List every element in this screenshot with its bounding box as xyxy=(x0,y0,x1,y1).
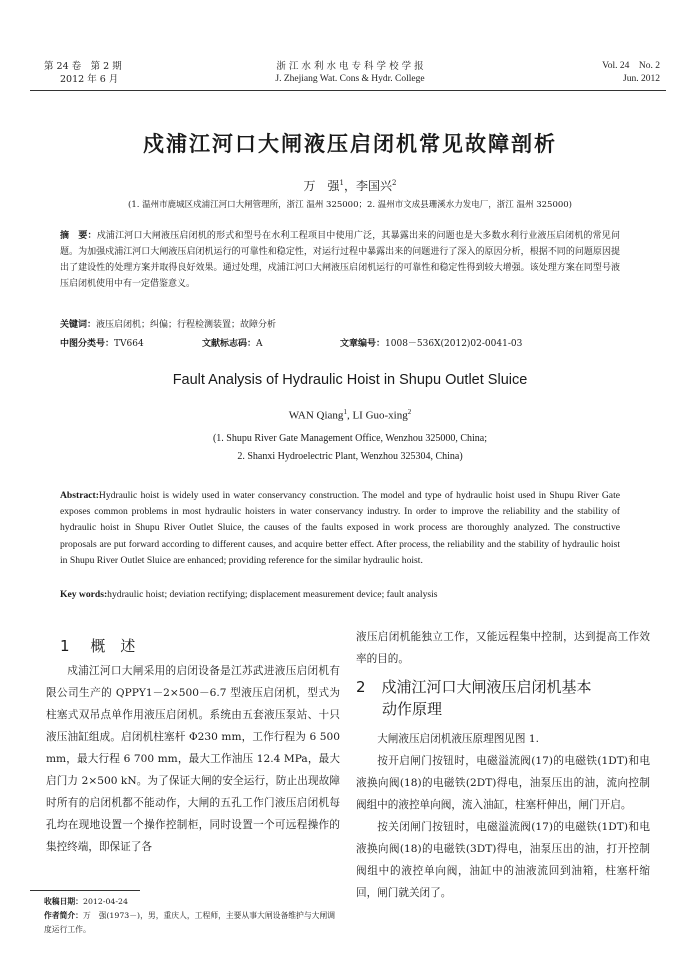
section2-heading xyxy=(356,676,656,720)
received-label: 收稿日期： xyxy=(44,897,83,906)
keywords-cn-text: 液压启闭机；纠偏；行程检测装置；故障分析 xyxy=(96,320,277,330)
doc-value: A xyxy=(256,339,263,349)
header-left-line2: 2012 年 6 月 xyxy=(60,74,119,85)
author-names-cn: 万 强 xyxy=(303,179,340,193)
author-en-sup-1: 1 xyxy=(343,408,347,416)
abstract-en-label: Abstract: xyxy=(60,490,99,501)
section1-title: 概 述 xyxy=(90,637,136,655)
keywords-en xyxy=(60,589,438,600)
abstract-cn-text: 戍浦江河口大闸液压启闭机的形式和型号在水利工程项目中使用广泛，其暴露出来的问题也是大多数水利行业液压启闭机的常见问题。为加强戍浦江河口大闸液压启闭机运行的可靠性和稳定性，对运行过程中暴露出来的问题进行了深入的原因分析，根据不同的问题原因提出了建设性的处理方案并取得良好效果。通过处理，戍浦江河口大闸液压启闭机运行的可靠性和稳定性得到较大增强。该处理方案在同型号液压启闭机使用中有一定借鉴意义。 xyxy=(60,231,620,289)
journal-name xyxy=(200,60,500,86)
section1-paragraph: 戍浦江河口大闸采用的启闭设备是江苏武进液压启闭机有限公司生产的 QPPY1－2×500－6.7 型液压启闭机，型式为柱塞式双吊点单作用液压启闭机。系统由五套液压泵站、十只液压油缸组成。启闭机柱塞杆 Φ230 mm，工作行程为 6 500 mm，最大行程 6 700 mm，最大工作油压 12.4 MPa，最大启门力 2×500 kN。为了保证大闸的安全运行，防止出现故障时所有的启闭机都不能动作，大闸的五孔工作门液压启闭机每孔均在现地设置一个操作控制柜，同时设置一个可远程操作的集控终端，即保证了各 xyxy=(46,665,340,853)
author-bio xyxy=(30,909,340,937)
section2-paragraph1: 大闸液压启闭机液压原理图见图 1. xyxy=(377,733,539,745)
doc-code xyxy=(202,336,263,349)
section2-heading-line1 xyxy=(356,676,656,698)
clc-value: TV664 xyxy=(114,339,144,349)
author-names-en: WAN Qiang xyxy=(288,409,344,422)
journal-volume-cn xyxy=(44,60,122,86)
received-value: 2012-04-24 xyxy=(82,897,128,906)
section1-heading xyxy=(60,635,135,656)
paper-title-cn: 戍浦江河口大闸液压启闭机常见故障剖析 xyxy=(143,132,557,156)
abstract-en xyxy=(60,488,620,569)
author-sep-cn: ，李国兴 xyxy=(344,179,393,193)
keywords-en-label: Key words: xyxy=(60,589,108,600)
header-right-line2: Jun. 2012 xyxy=(623,74,660,84)
section2-body xyxy=(356,728,650,904)
abstract-cn-label: 摘 要： xyxy=(60,231,97,241)
section1-body xyxy=(46,660,340,858)
header-center-line2: J. Zhejiang Wat. Cons & Hydr. College xyxy=(275,74,425,84)
keywords-cn xyxy=(60,317,276,330)
affiliation-en-2: 2. Shanxi Hydroelectric Plant, Wenzhou 325304, China) xyxy=(237,451,463,462)
authors-en xyxy=(0,408,700,422)
received-date xyxy=(30,895,340,909)
journal-volume-en xyxy=(520,60,660,86)
right-col-continuation xyxy=(356,626,650,670)
section1-number: 1 xyxy=(60,637,70,655)
footnote xyxy=(30,895,340,937)
header-center-line1: 浙 江 水 利 水 电 专 科 学 校 学 报 xyxy=(276,61,424,72)
section2-title-line1: 戍浦江河口大闸液压启闭机基本 xyxy=(381,678,592,696)
article-id-value: 1008－536X(2012)02-0041-03 xyxy=(385,339,523,349)
author-en-sup-2: 2 xyxy=(407,408,412,416)
article-id-label: 文章编号： xyxy=(340,339,386,349)
paper-title-en: Fault Analysis of Hydraulic Hoist in Shupu Outlet Sluice xyxy=(172,372,528,388)
author-bio-text: 万 强(1973－)，男，重庆人，工程师，主要从事大闸设备维护与大闸调度运行工作。 xyxy=(44,911,336,934)
author-sep-en: , LI Guo-xing xyxy=(346,409,408,422)
author-sup-2: 2 xyxy=(392,179,397,187)
abstract-en-text: Hydraulic hoist is widely used in water conservancy construction. The model and type of hydraulic hoist used in Shupu River Gate exposes common problems in most hydraulic hoisters in water conservancy industry. In order to improve the reliability and the stability of hydraulic hoist in Shupu River Outlet Sluice, the causes of the faults exposed in work process are thoroughly analyzed. The constructive proposals are put forward according to different causes, and acquire better effect. After process, the reliability and the stability of hydraulic hoist in Shupu River Outlet Sluice are enhanced; providing reference for the similar hydraulic hoist. xyxy=(60,490,620,566)
keywords-cn-label: 关键词： xyxy=(60,320,97,330)
section2-paragraph2: 按开启闸门按钮时，电磁溢流阀(17)的电磁铁(1DT)和电液换向阀(18)的电磁铁(2DT)得电，油泵压出的油，流向控制阀组中的液控单向阀，流入油缸，柱塞杆伸出，闸门开启。 xyxy=(356,755,650,811)
clc-label: 中图分类号： xyxy=(60,339,115,349)
right-col-paragraph0: 液压启闭机能独立工作，又能远程集中控制，达到提高工作效率的目的。 xyxy=(356,631,650,665)
clc-number xyxy=(60,336,144,349)
author-sup-1: 1 xyxy=(339,179,344,187)
author-bio-label: 作者简介： xyxy=(44,911,83,920)
doc-label: 文献标志码： xyxy=(202,339,257,349)
section2-paragraph3: 按关闭闸门按钮时，电磁溢流阀(17)的电磁铁(1DT)和电液换向阀(18)的电磁铁(3DT)得电，油泵压出的油，打开控制阀组中的液控单向阀，油缸中的油液流回到油箱，柱塞杆缩回，闸门就关闭了。 xyxy=(356,821,650,899)
article-id xyxy=(340,336,522,349)
abstract-cn xyxy=(60,228,620,292)
affiliation-en-1: (1. Shupu River Gate Management Office, Wenzhou 325000, China; xyxy=(212,433,488,444)
keywords-en-text: hydraulic hoist; deviation rectifying; displacement measurement device; fault analysis xyxy=(107,589,438,600)
footnote-rule xyxy=(30,890,140,891)
section2-number: 2 xyxy=(356,678,366,696)
header-rule xyxy=(30,90,666,91)
header-right-line1: Vol. 24 No. 2 xyxy=(602,61,660,71)
affiliation-cn: (1. 温州市鹿城区戍浦江河口大闸管理所，浙江 温州 325000；2. 温州市文成县珊溪水力发电厂，浙江 温州 325000) xyxy=(128,200,572,210)
section2-title-line2: 动作原理 xyxy=(382,700,443,718)
header-left-line1: 第 24 卷 第 2 期 xyxy=(44,61,122,72)
authors-cn xyxy=(0,177,700,194)
